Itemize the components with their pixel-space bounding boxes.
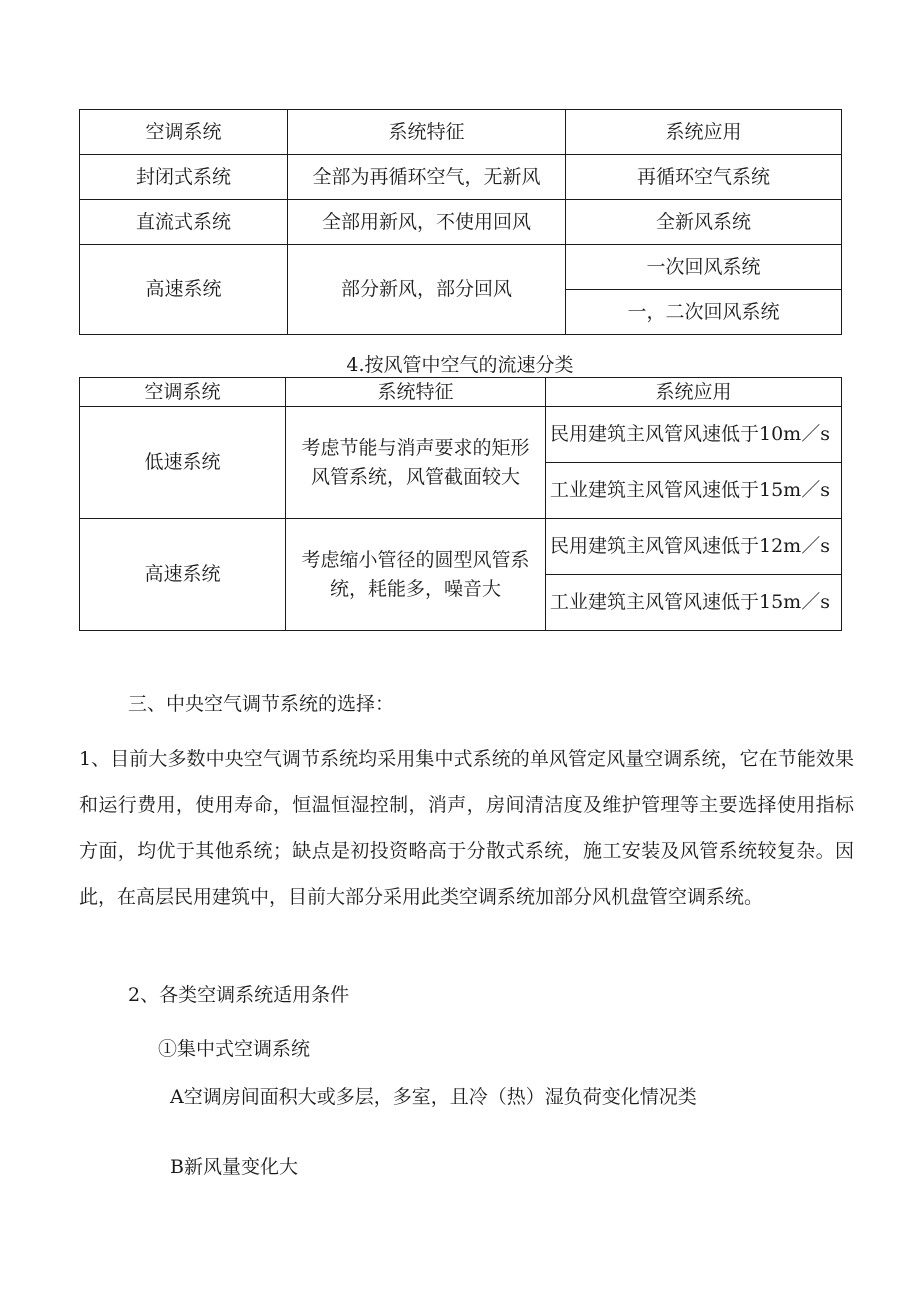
header-cell: 系统特征 — [286, 378, 546, 407]
list-item: A空调房间面积大或多层，多室，且冷（热）湿负荷变化情况类 — [170, 1086, 697, 1108]
table-caption: 4.按风管中空气的流速分类 — [346, 354, 574, 376]
feature-cell: 考虑节能与消声要求的矩形风管系统，风管截面较大 — [286, 407, 546, 519]
table-row — [80, 407, 842, 463]
header-cell: 系统应用 — [546, 378, 842, 407]
system-cell: 低速系统 — [80, 407, 286, 519]
table-row — [80, 245, 842, 290]
feature-cell: 考虑缩小管径的圆型风管系统，耗能多，噪音大 — [286, 519, 546, 631]
feature-cell: 全部用新风，不使用回风 — [288, 200, 566, 245]
system-cell: 高速系统 — [80, 519, 286, 631]
list-item: B新风量变化大 — [170, 1156, 298, 1178]
list-item-heading: ①集中式空调系统 — [158, 1038, 311, 1060]
application-cell: 民用建筑主风管风速低于12m／s — [546, 519, 842, 575]
header-cell: 系统特征 — [288, 110, 566, 155]
section-heading: 三、中央空气调节系统的选择： — [128, 693, 395, 715]
header-cell: 空调系统 — [80, 110, 288, 155]
system-cell: 直流式系统 — [80, 200, 288, 245]
application-cell: 工业建筑主风管风速低于15m／s — [546, 463, 842, 519]
header-cell: 空调系统 — [80, 378, 286, 407]
air-system-table-1 — [79, 109, 842, 335]
feature-cell: 全部为再循环空气，无新风 — [288, 155, 566, 200]
application-cell: 全新风系统 — [566, 200, 842, 245]
table-row — [80, 519, 842, 575]
application-cell: 一次回风系统 — [566, 245, 842, 290]
table-header-row — [80, 378, 842, 407]
air-system-table-2 — [79, 377, 842, 631]
application-cell: 民用建筑主风管风速低于10m／s — [546, 407, 842, 463]
table-row — [80, 200, 842, 245]
application-cell: 再循环空气系统 — [566, 155, 842, 200]
application-cell: 一，二次回风系统 — [566, 290, 842, 335]
system-cell: 高速系统 — [80, 245, 288, 335]
system-cell: 封闭式系统 — [80, 155, 288, 200]
paragraph-1: 1、目前大多数中央空气调节系统均采用集中式系统的单风管定风量空调系统，它在节能效果和运行费用，使用寿命，恒温恒湿控制，消声，房间清洁度及维护管理等主要选择使用指标方面，均优于其他系统；缺点是初投资略高于分散式系统，施工安装及风管系统较复杂。因此，在高层民用建筑中，目前大部分采用此类空调系统加部分风机盘管空调系统。 — [79, 748, 854, 908]
header-cell: 系统应用 — [566, 110, 842, 155]
paragraph-2: 2、各类空调系统适用条件 — [128, 984, 350, 1006]
table-row — [80, 155, 842, 200]
feature-cell: 部分新风，部分回风 — [288, 245, 566, 335]
application-cell: 工业建筑主风管风速低于15m／s — [546, 575, 842, 631]
table-header-row — [80, 110, 842, 155]
